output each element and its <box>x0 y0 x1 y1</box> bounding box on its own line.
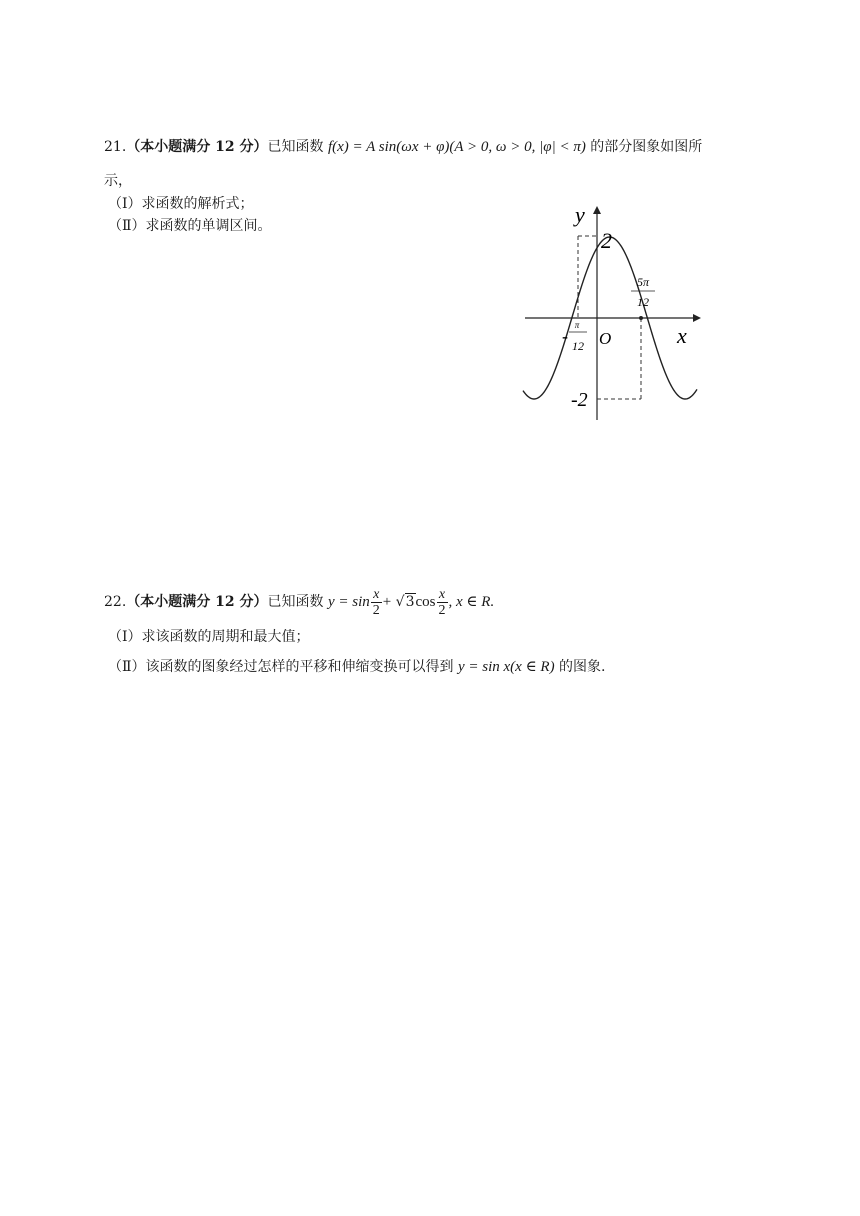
right-tick-den: 12 <box>637 295 649 309</box>
max-label: 2 <box>601 228 612 253</box>
q22-y-eq: y = sin <box>327 594 370 610</box>
q21-part2: （Ⅱ）求函数的单调区间。 <box>108 218 272 234</box>
right-tick-num: 5π <box>636 275 650 289</box>
q22-stem <box>104 586 494 618</box>
point-5pi-12 <box>639 316 643 320</box>
q22-plus: + <box>382 594 392 610</box>
y-axis-label: y <box>575 202 585 227</box>
min-label: -2 <box>571 389 588 411</box>
q22-frac-1: $\frac{x}{2}$ <box>372 586 380 618</box>
q21-tail: 的部分图象如图所 <box>590 139 703 155</box>
left-tick-num: π <box>574 320 580 330</box>
q21-intro: 已知函数 <box>267 139 324 155</box>
q22-cos: cos <box>415 594 436 610</box>
q22-part2-formula: y = sin x(x ∈ R) <box>457 659 555 675</box>
left-tick-sign: - <box>562 326 568 346</box>
q22-part2-a: （Ⅱ）该函数的图象经过怎样的平移和伸缩变换可以得到 <box>108 659 454 675</box>
q21-stem <box>104 137 702 157</box>
q22-sqrt: √3 <box>395 594 415 610</box>
sine-graph <box>515 200 715 424</box>
x-axis-arrow <box>693 314 701 322</box>
q22-part2 <box>108 657 605 677</box>
origin-label: O <box>599 329 612 348</box>
x-axis-label: x <box>677 323 687 348</box>
q22-domain: , x ∈ R. <box>448 594 495 610</box>
q21-part1: （Ⅰ）求函数的解析式； <box>108 196 254 212</box>
q21-number: 21. <box>104 139 127 155</box>
q21-points: （本小题满分 12 分） <box>126 139 268 155</box>
q22-part1: （Ⅰ）求该函数的周期和最大值； <box>108 629 310 645</box>
y-axis-arrow <box>593 206 601 214</box>
q22-number: 22. <box>104 594 127 610</box>
q22-part2-b: 的图象. <box>559 659 606 675</box>
q22-intro: 已知函数 <box>267 594 324 610</box>
left-tick-den: 12 <box>572 339 584 353</box>
q21-stem-cont: 示， <box>104 173 132 189</box>
q22-frac-2: $\frac{x}{2}$ <box>438 586 446 618</box>
q22-points: （本小题满分 12 分） <box>126 594 268 610</box>
q21-formula: f(x) = A sin(ωx + φ)(A > 0, ω > 0, |φ| < π) <box>327 139 586 155</box>
